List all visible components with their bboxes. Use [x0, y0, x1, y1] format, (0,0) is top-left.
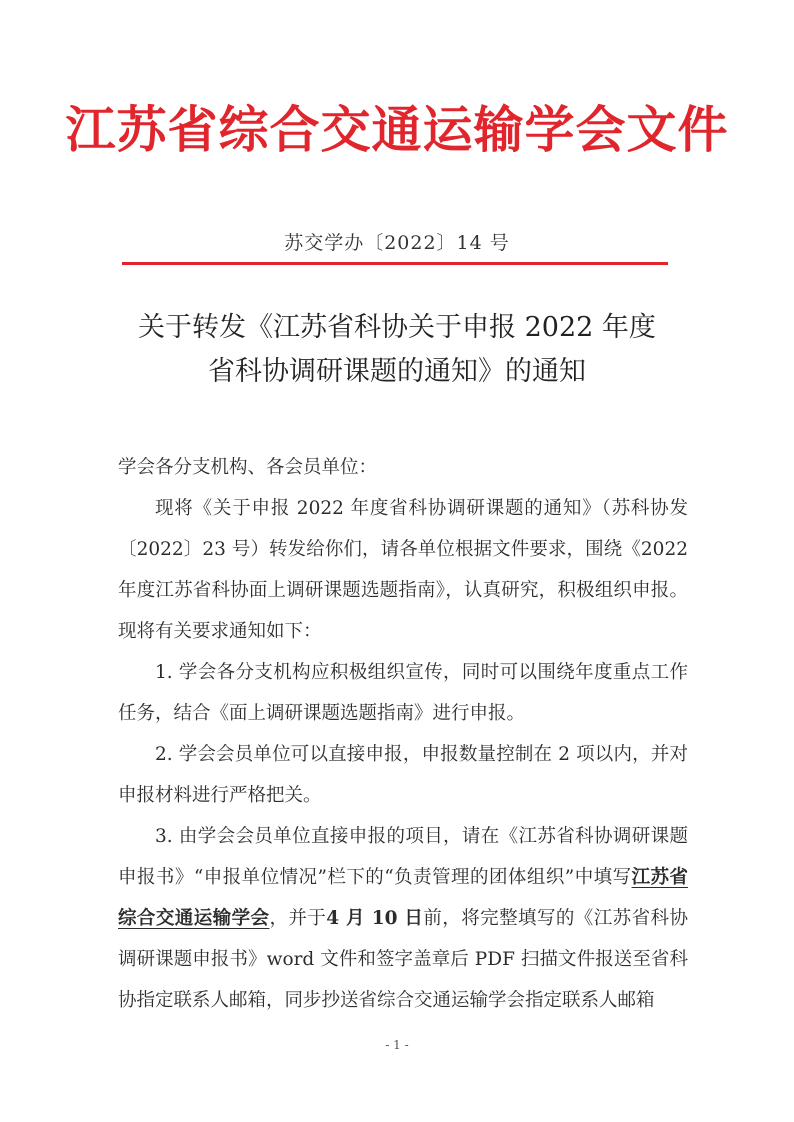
item3-text-part3: 前，将完整填写的《江苏省科协调研课题申报书》word 文件和签字盖章后 PDF 扫描文件报送至省科协指定联系人邮箱，同步抄送省综合交通运输学会指定联系人邮箱 — [118, 908, 688, 1011]
item3-organization-name: 江苏省综合交通运输学会 — [118, 867, 688, 929]
salutation: 学会各分支机构、各会员单位： — [118, 457, 378, 478]
item3-deadline: 4 月 10 日 — [326, 908, 424, 929]
item3-text-part2: ，并于 — [269, 908, 327, 929]
notice-body — [118, 447, 688, 1021]
notice-title — [0, 306, 794, 394]
item3-text-part1: 3. 由学会会员单位直接申报的项目，请在《江苏省科协调研课题申报书》“申报单位情况”栏下的“负责管理的团体组织”中填写 — [118, 826, 688, 888]
red-divider-line — [122, 262, 668, 265]
page-number: - 1 - — [385, 1038, 409, 1052]
requirement-item-3 — [118, 816, 688, 1021]
requirement-item-2: 2. 学会会员单位可以直接申报，申报数量控制在 2 项以内，并对申报材料进行严格把关。 — [118, 744, 688, 806]
requirement-item-1: 1. 学会各分支机构应积极组织宣传，同时可以围绕年度重点工作任务，结合《面上调研课题选题指南》进行申报。 — [118, 662, 688, 724]
org-header-title: 江苏省综合交通运输学会文件 — [65, 100, 729, 159]
notice-title-line-1: 关于转发《江苏省科协关于申报 2022 年度 — [138, 312, 656, 343]
document-number: 苏交学办〔2022〕14 号 — [284, 232, 510, 254]
intro-paragraph: 现将《关于申报 2022 年度省科协调研课题的通知》（苏科协发〔2022〕23 号）转发给你们，请各单位根据文件要求，围绕《2022 年度江苏省科协面上调研课题选题指南》，认真研究，积极组织申报。现将有关要求通知如下： — [118, 498, 688, 642]
notice-title-line-2: 省科协调研课题的通知》的通知 — [208, 356, 586, 387]
